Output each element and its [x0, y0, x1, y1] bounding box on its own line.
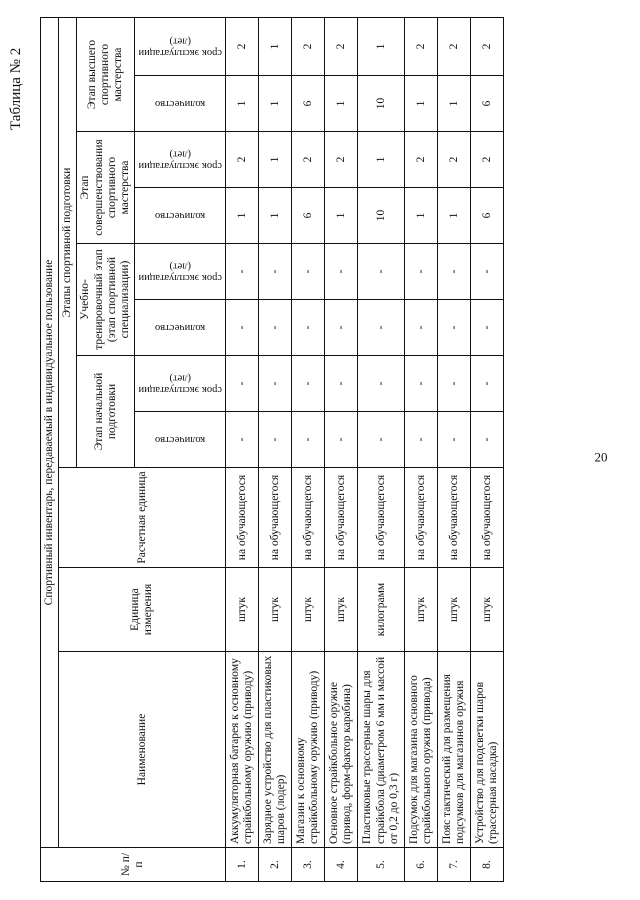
value-cell: 1 [358, 17, 405, 75]
row-number: 2. [259, 848, 292, 882]
value-cell: 2 [292, 132, 325, 188]
item-calc-unit: на обучающегося [292, 468, 325, 568]
value-cell: - [471, 244, 504, 300]
value-cell: 2 [438, 132, 471, 188]
value-cell: - [292, 244, 325, 300]
value-cell: - [292, 412, 325, 468]
item-name: Аккумуляторная батарея к основному страйкбольному оружию (приводу) [226, 652, 259, 848]
value-cell: 2 [325, 132, 358, 188]
value-cell: - [471, 300, 504, 356]
value-cell: 2 [226, 132, 259, 188]
qty-header [135, 300, 226, 356]
value-cell: - [259, 412, 292, 468]
group-title: Спортивный инвентарь, передаваемый в индивидуальное пользование [41, 17, 59, 847]
value-cell: - [358, 412, 405, 468]
qty-header-text: количество [155, 434, 206, 446]
value-cell: - [405, 244, 438, 300]
value-cell: - [325, 412, 358, 468]
value-cell: - [405, 412, 438, 468]
table-row [405, 17, 438, 881]
row-number: 8. [471, 848, 504, 882]
col-calc-header: Расчетная единица [59, 468, 226, 568]
value-cell: 10 [358, 188, 405, 244]
table-label: Таблица № 2 [8, 47, 24, 130]
term-header-text: срок эксплуатации (лет) [138, 148, 223, 172]
table-row [226, 17, 259, 881]
term-header-text: срок эксплуатации (лет) [138, 372, 223, 396]
item-unit: штук [405, 568, 438, 652]
item-unit: килограмм [358, 568, 405, 652]
item-name: Магазин к основному страйкбольному оружию (приводу) [292, 652, 325, 848]
value-cell: - [438, 356, 471, 412]
value-cell: - [438, 300, 471, 356]
table-row [259, 17, 292, 881]
table-row [292, 17, 325, 881]
row-number: 6. [405, 848, 438, 882]
value-cell: - [358, 356, 405, 412]
value-cell: 1 [438, 188, 471, 244]
item-calc-unit: на обучающегося [325, 468, 358, 568]
value-cell: 1 [438, 76, 471, 132]
value-cell: - [358, 244, 405, 300]
value-cell: - [471, 356, 504, 412]
value-cell: 2 [471, 132, 504, 188]
value-cell: - [226, 356, 259, 412]
value-cell: 10 [358, 76, 405, 132]
value-cell: - [325, 300, 358, 356]
stage-header-higher: Этап высшего спортивного мастерства [77, 17, 135, 131]
value-cell: 6 [292, 76, 325, 132]
value-cell: - [226, 412, 259, 468]
item-unit: штук [438, 568, 471, 652]
table-row [358, 17, 405, 881]
qty-header-text: количество [155, 98, 206, 110]
item-unit: штук [292, 568, 325, 652]
col-no-header: № п/п [41, 848, 226, 882]
table-row [325, 17, 358, 881]
qty-header [135, 412, 226, 468]
row-number: 1. [226, 848, 259, 882]
item-calc-unit: на обучающегося [259, 468, 292, 568]
item-unit: штук [226, 568, 259, 652]
term-header-text: срок эксплуатации (лет) [138, 260, 223, 284]
item-name: Зарядное устройство для пластиковых шаров (лодер) [259, 652, 292, 848]
item-unit: штук [259, 568, 292, 652]
value-cell: 2 [438, 17, 471, 75]
value-cell: - [292, 300, 325, 356]
equipment-table [40, 17, 504, 882]
value-cell: 6 [471, 76, 504, 132]
item-calc-unit: на обучающегося [358, 468, 405, 568]
value-cell: - [438, 412, 471, 468]
value-cell: - [471, 412, 504, 468]
value-cell: 1 [259, 17, 292, 75]
item-unit: штук [471, 568, 504, 652]
col-unit-header: Единица измерения [59, 568, 226, 652]
value-cell: 1 [226, 188, 259, 244]
qty-header [135, 76, 226, 132]
table-row [438, 17, 471, 881]
value-cell: - [292, 356, 325, 412]
stages-title: Этапы спортивной подготовки [59, 17, 77, 467]
value-cell: - [405, 300, 438, 356]
value-cell: 2 [325, 17, 358, 75]
item-name: Подсумок для магазина основного страйкбольного оружия (привода) [405, 652, 438, 848]
value-cell: - [405, 356, 438, 412]
item-unit: штук [325, 568, 358, 652]
value-cell: - [325, 356, 358, 412]
value-cell: 2 [405, 132, 438, 188]
stage-header-improvement: Этап совершенствования спортивного мастерства [77, 132, 135, 244]
value-cell: 1 [259, 132, 292, 188]
value-cell: 1 [405, 76, 438, 132]
value-cell: 6 [292, 188, 325, 244]
item-name: Пояс тактический для размещения подсумков для магазинов оружия [438, 652, 471, 848]
term-header [135, 244, 226, 300]
item-name: Пластиковые трассерные шары для страйкбола (диаметром 6 мм и массой от 0,2 до 0,3 г) [358, 652, 405, 848]
value-cell: 2 [292, 17, 325, 75]
qty-header-text: количество [155, 210, 206, 222]
term-header [135, 132, 226, 188]
row-number: 5. [358, 848, 405, 882]
term-header [135, 17, 226, 75]
value-cell: 1 [325, 76, 358, 132]
qty-header [135, 188, 226, 244]
value-cell: 2 [405, 17, 438, 75]
value-cell: - [259, 356, 292, 412]
value-cell: - [259, 244, 292, 300]
item-calc-unit: на обучающегося [471, 468, 504, 568]
value-cell: 2 [226, 17, 259, 75]
value-cell: 1 [325, 188, 358, 244]
item-calc-unit: на обучающегося [226, 468, 259, 568]
value-cell: - [226, 244, 259, 300]
value-cell: 1 [226, 76, 259, 132]
value-cell: 2 [471, 17, 504, 75]
term-header-text: срок эксплуатации (лет) [138, 35, 223, 59]
item-name: Устройство для подсветки шаров (трассерная насадка) [471, 652, 504, 848]
item-name: Основное страйкбольное оружие (привод, форм-фактор карабина) [325, 652, 358, 848]
row-number: 4. [325, 848, 358, 882]
page-number: 20 [594, 449, 608, 465]
value-cell: 6 [471, 188, 504, 244]
value-cell: 1 [259, 188, 292, 244]
stage-header-training: Учебно-тренировочный этап (этап спортивной специализации) [77, 244, 135, 356]
value-cell: - [325, 244, 358, 300]
value-cell: - [226, 300, 259, 356]
value-cell: - [259, 300, 292, 356]
value-cell: - [438, 244, 471, 300]
col-name-header: Наименование [59, 652, 226, 848]
row-number: 7. [438, 848, 471, 882]
term-header [135, 356, 226, 412]
stage-header-initial: Этап начальной подготовки [77, 356, 135, 468]
value-cell: 1 [259, 76, 292, 132]
qty-header-text: количество [155, 322, 206, 334]
item-calc-unit: на обучающегося [405, 468, 438, 568]
value-cell: - [358, 300, 405, 356]
table-row [471, 17, 504, 881]
value-cell: 1 [405, 188, 438, 244]
row-number: 3. [292, 848, 325, 882]
value-cell: 1 [358, 132, 405, 188]
item-calc-unit: на обучающегося [438, 468, 471, 568]
